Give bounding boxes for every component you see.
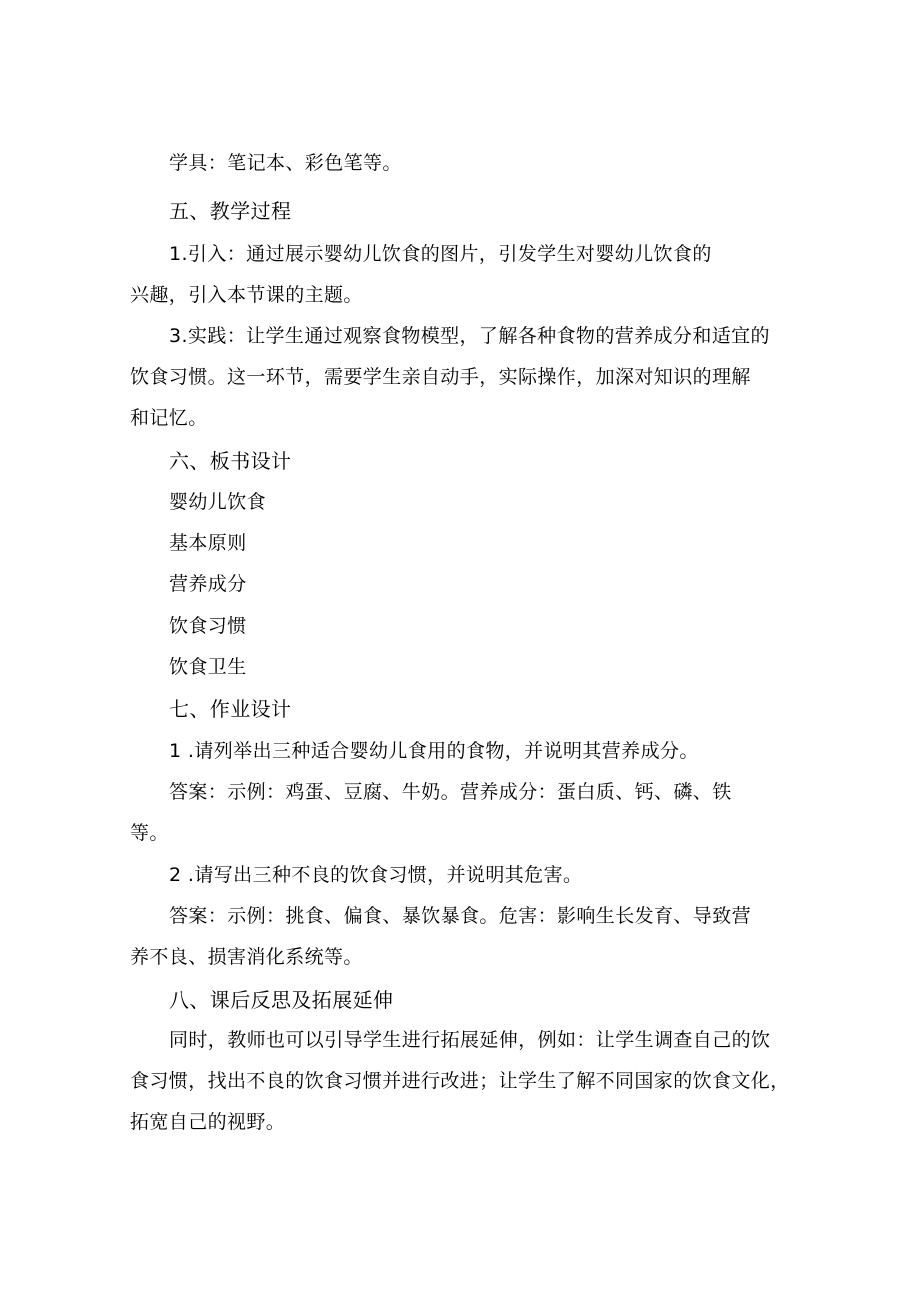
board-item: 饮食卫生 [169,656,247,678]
section-5-item-3-line-1: 3.实践：让学生通过观察食物模型，了解各种食物的营养成分和适宜的 [169,325,770,347]
reflection-paragraph-line-3: 拓宽自己的视野。 [130,1111,286,1133]
reflection-paragraph-line-2: 食习惯，找出不良的饮食习惯并进行改进；让学生了解不同国家的饮食文化， [130,1070,790,1092]
section-5-item-1-line-2: 兴趣，引入本节课的主题。 [130,284,363,306]
board-item: 营养成分 [169,573,247,595]
section-5-item-3-line-3: 和记忆。 [130,407,208,429]
reflection-paragraph-line-1: 同时，教师也可以引导学生进行拓展延伸，例如：让学生调查自己的饮 [169,1029,771,1051]
homework-answer-1-line-2: 等。 [130,822,169,844]
homework-answer-2-line-2: 养不良、损害消化系统等。 [130,946,363,968]
board-item: 婴幼儿饮食 [169,491,267,513]
homework-answer-1-line-1: 答案：示例：鸡蛋、豆腐、牛奶。营养成分：蛋白质、钙、磷、铁 [169,781,732,803]
section-7-heading: 七、作业设计 [169,697,292,721]
homework-question-2: 2 .请写出三种不良的饮食习惯，并说明其危害。 [169,864,583,886]
section-5-heading: 五、教学过程 [169,199,292,223]
section-6-heading: 六、板书设计 [169,449,292,473]
section-5-item-1-line-1: 1.引入：通过展示婴幼儿饮食的图片，引发学生对婴幼儿饮食的 [169,243,712,265]
study-tools-line: 学具：笔记本、彩色笔等。 [169,152,402,174]
section-8-heading: 八、课后反思及拓展延伸 [169,988,394,1012]
section-5-item-3-line-2: 饮食习惯。这一环节，需要学生亲自动手，实际操作，加深对知识的理解 [130,366,751,388]
homework-question-1: 1 .请列举出三种适合婴幼儿食用的食物，并说明其营养成分。 [169,740,699,762]
board-item: 基本原则 [169,532,247,554]
board-item: 饮食习惯 [169,615,247,637]
homework-answer-2-line-1: 答案：示例：挑食、偏食、暴饮暴食。危害：影响生长发育、导致营 [169,905,752,927]
